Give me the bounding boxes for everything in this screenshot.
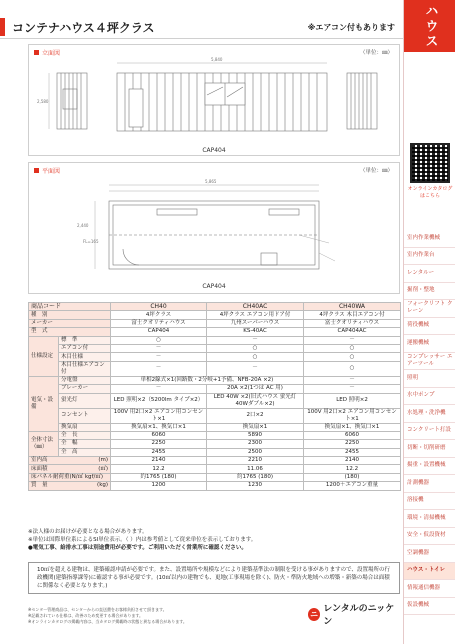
table-row: 室内高 (m) 2140 2210 2140 xyxy=(29,457,401,465)
table-row: 蛍光灯 LED 照明×2（5200lm タイプ×2） LED 40W ×2(旧式ハウス 蛍光灯40Wダブル×2) LED 照明×2 xyxy=(29,393,401,408)
plan-drawing xyxy=(29,173,399,283)
sidebar-item[interactable]: 荷役機械 xyxy=(404,318,455,336)
svg-text:2,580: 2,580 xyxy=(37,99,49,104)
sidebar-item[interactable]: 安全・仮設資材 xyxy=(404,528,455,546)
plan-caption: CAP404 xyxy=(202,283,226,290)
sidebar-item[interactable]: コンプレッサー エアーツール xyxy=(404,353,455,371)
table-row: コンセント 100V 用2口×2 エアコン用コンセント×1 2口×2 100V 用2口×2 エアコン用コンセント×1 xyxy=(29,408,401,423)
elevation-caption: CAP404 xyxy=(202,147,226,154)
plan-label: 平面図 xyxy=(34,166,60,175)
footer-notes: ※センター管理商品は、センターからの直送費をお客様負担させて頂きます。 ※記載されている仕様は、改善のため変更する場合があります。 ※オンラインカタログの掲載内容は、当カタログ掲載時の状態と異なる場合があります。 xyxy=(28,607,187,624)
table-row: 全 高 2455 2500 2455 xyxy=(29,448,401,456)
category-tab[interactable]: ハウス xyxy=(404,0,455,52)
sidebar-item[interactable]: 揚重・設置機械 xyxy=(404,458,455,476)
sidebar-item[interactable]: フォークリフト クレーン xyxy=(404,300,455,318)
aircon-note: ※エアコン付もあります xyxy=(307,23,395,32)
sidebar-item[interactable]: 環境・清掃機械 xyxy=(404,510,455,528)
notes xyxy=(28,528,400,552)
table-row: 仕様設定 標 準 ○ － － xyxy=(29,336,401,344)
brand-mark-icon: ニ xyxy=(308,608,320,621)
title-accent-bar xyxy=(0,18,5,36)
qr-code-icon[interactable] xyxy=(410,143,450,183)
brand-logo-text: レンタルのニッケン xyxy=(323,604,395,627)
plan-length-dim: 5,865 xyxy=(205,179,217,184)
note-line: ●電気工事、給排水工事は別途費用が必要です。ご利用いただく営業所に確認ください。 xyxy=(28,545,247,551)
sidebar-item[interactable]: 情報通信機器 xyxy=(404,580,455,598)
sidebar-item[interactable]: レンタルー xyxy=(404,265,455,283)
sidebar-item[interactable]: 運搬機械 xyxy=(404,335,455,353)
header-code: 商品コード xyxy=(29,303,111,311)
table-row: 木目仕様エアコン付 － － ○ xyxy=(29,361,401,376)
sidebar-item[interactable]: 室内作業台 xyxy=(404,248,455,266)
elevation-section xyxy=(28,44,400,156)
header-col1: CH40 xyxy=(111,303,207,311)
table-row: 換気扇 換気扇×1、換気口×1 換気扇×1 換気扇×1、換気口×1 xyxy=(29,423,401,431)
table-row: 電気・設備 分電盤 単相2線式×1(回路数・2分岐+1予備、NFB-20A ×2) － xyxy=(29,376,401,384)
sidebar-item[interactable]: 溶接機 xyxy=(404,493,455,511)
table-row: エアコン付 － ○ ○ xyxy=(29,344,401,352)
size-group-label: 全体寸法（㎜） xyxy=(29,431,59,456)
sidebar-item[interactable]: 切断・切削研磨 xyxy=(404,440,455,458)
page-header xyxy=(0,0,403,40)
table-row: ブレーカー － 20A ×2(1つは AC 用) － xyxy=(29,385,401,393)
building-permit-note: 10㎡を超える建物は、建築確認申請が必要です。また、設置場所や規模などにより建築基準法の制限を受ける事がありますので、設置場所の行政機関(建築指導課等)に確認する事が必要です。(10㎡以内の建物でも、更地(工事現場を除く)、防火・準防火地域への増築・新築の場合は面積に関係なく必要となります。) xyxy=(28,562,400,594)
sidebar-item[interactable]: 掘削・整地 xyxy=(404,283,455,301)
sidebar-item[interactable]: 空調機器 xyxy=(404,545,455,563)
plan-unit: （単位：㎜） xyxy=(359,168,393,174)
sidebar-item[interactable]: 照明 xyxy=(404,370,455,388)
table-row: 全体寸法（㎜） 全 長 6060 5890 6060 xyxy=(29,431,401,439)
table-row: 木目仕様 － ○ ○ xyxy=(29,353,401,361)
header-divider xyxy=(0,38,403,39)
sidebar-item[interactable]: 室内作業機械 xyxy=(404,230,455,248)
table-row: 質 量 (kg) 1200 1230 1200＋エアコン重量 xyxy=(29,482,401,490)
note-line: ※単位は国際単位系によるSI単位表示。（ ）内は参考値として従来単位を表示しております。 xyxy=(28,537,257,543)
table-row: 型 式 CAP404 KS-40AC CAP404AC xyxy=(29,328,401,336)
elevation-unit: （単位：㎜） xyxy=(359,50,393,56)
table-row: 種 別 4坪クラス 4坪クラス エアコン用ドア付 4坪クラス 木目エアコン付 xyxy=(29,311,401,319)
header-col2: CH40AC xyxy=(207,303,304,311)
spec-table xyxy=(28,302,401,491)
qr-label: オンラインカタログはこちら xyxy=(407,186,453,199)
table-row: 全 幅 2250 2300 2250 xyxy=(29,440,401,448)
brand-logo xyxy=(308,604,398,627)
plan-width-dim: 2,440 xyxy=(77,223,89,228)
table-row: 床パネル耐荷重(N/㎡ kgf/㎡) 約1765 (180) 約1765 (180) (180) xyxy=(29,473,401,481)
page-title: コンテナハウス４坪クラス xyxy=(12,21,155,35)
sidebar-item[interactable]: 水中ポンプ xyxy=(404,388,455,406)
sidebar-item[interactable]: ハウス・トイレ xyxy=(404,563,455,581)
plan-section xyxy=(28,162,400,294)
svg-text:5,840: 5,840 xyxy=(211,57,223,62)
spec-group-label: 仕様設定 xyxy=(29,336,59,376)
elevation-drawing xyxy=(29,55,399,151)
header-col3: CH40WA xyxy=(304,303,401,311)
sidebar-item[interactable]: 仮設機械 xyxy=(404,598,455,616)
elec-group-label: 電気・設備 xyxy=(29,376,59,431)
table-header-row xyxy=(29,303,401,311)
sidebar-item[interactable]: 計測機器 xyxy=(404,475,455,493)
table-row: メーカー 富士クオリティハウス 九州スーパーハウス 富士クオリティハウス xyxy=(29,319,401,327)
sidebar-item[interactable]: コンクリート打設 xyxy=(404,423,455,441)
table-row: 床面積 (㎡) 12.2 11.06 12.2 xyxy=(29,465,401,473)
elevation-label: 立面図 xyxy=(34,48,60,57)
note-line: ※法人様のお届けが必要となる場合があります。 xyxy=(28,529,148,535)
category-sidebar xyxy=(403,0,455,644)
sidebar-item[interactable]: 水処理・洗浄機 xyxy=(404,405,455,423)
plan-floor-note: FL=165 xyxy=(83,239,99,244)
